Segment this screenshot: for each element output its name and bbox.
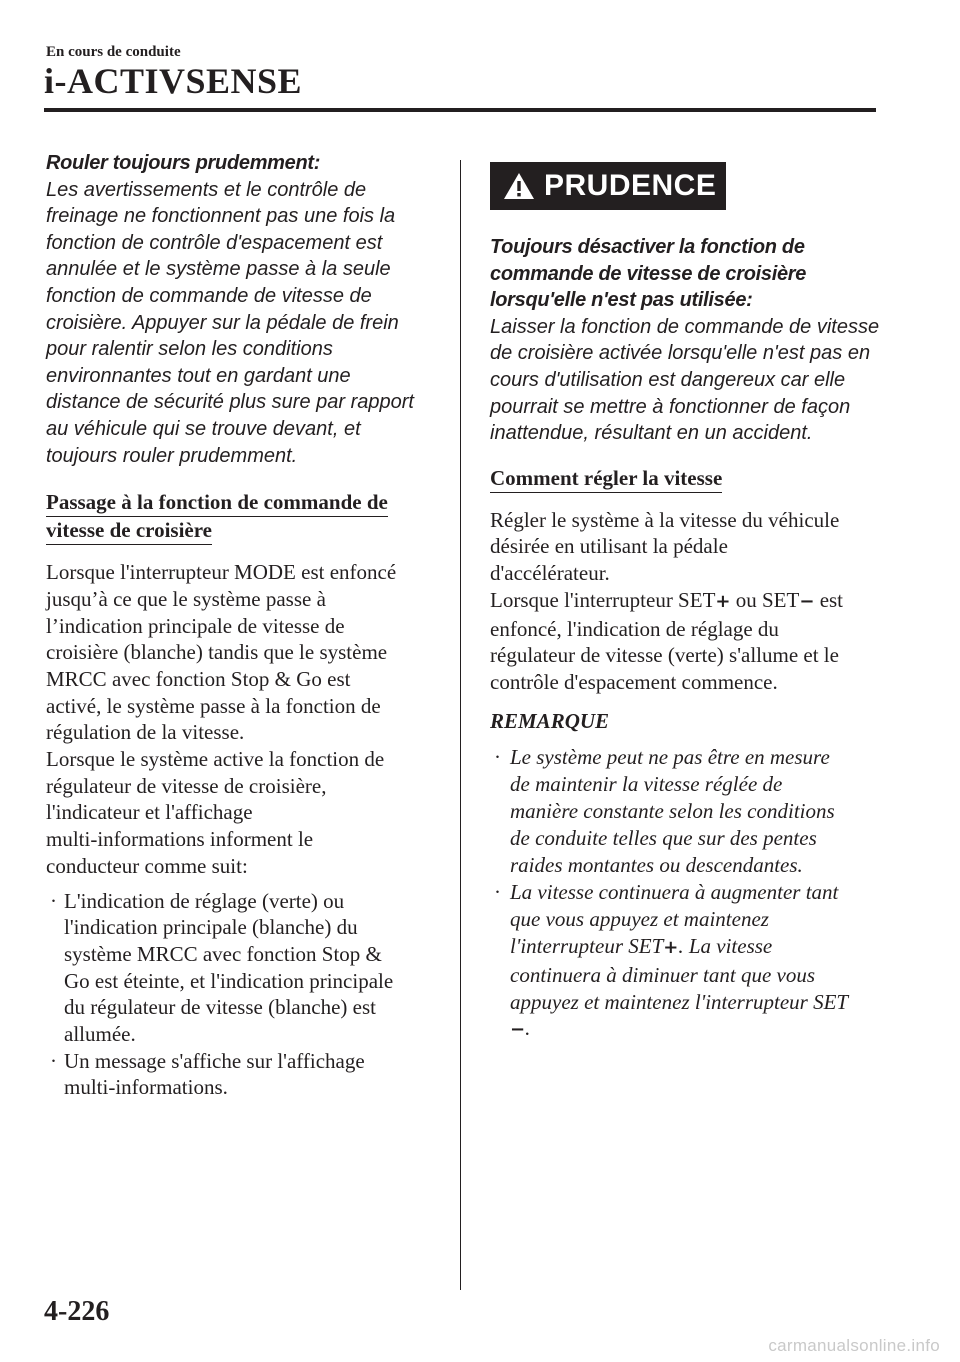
header-rule [44,108,876,112]
note-list [490,744,880,1044]
subheading-passage: Passage à la fonction de commande de vitesse de croisière [46,489,426,545]
speed-body-text: Régler le système à la vitesse du véhicule désirée en utilisant la pédale d'accélérateur. Lorsque l'interrupteur SET+ ou SET− est enfoncé, l'indication de réglage du régulateur de vitesse (verte) s'allume et le contrôle d'espacement commence. [490,507,880,696]
plus-icon: + [663,936,679,958]
minus-icon: − [510,1019,526,1041]
watermark: carmanualsonline.info [768,1336,940,1355]
caution-label: PRUDENCE [544,169,717,202]
caution-text: Laisser la fonction de commande de vitesse de croisière activée lorsqu'elle n'est pas en cours d'utilisation est dangereux car elle pourrait se mettre à fonctionner de façon inattendue, résultant en un accident. [490,315,880,445]
note-title: REMARQUE [490,708,610,733]
body-text: Lorsque l'interrupteur MODE est enfoncé jusqu’à ce que le système passe à l’indication principale de vitesse de croisière (blanche) tandis que le système MRCC avec fonction Stop & Go est activé, le système passe à la fonction de régulation de la vitesse. Lorsque le système active la fonction de régulateur de vitesse de croisière, l'indicateur et l'affichage multi-informations informent le conducteur comme suit: [46,560,397,878]
list-item: · Le système peut ne pas être en mesure de maintenir la vitesse réglée de manière constante selon les conditions de conduite telles que sur des pentes raides montantes ou descendantes. [494,745,835,877]
list-item: · La vitesse continuera à augmenter tant que vous appuyez et maintenez l'interrupteur SET+. La vitesse continuera à diminuer tant que vous appuyez et maintenez l'interrupteur SET −. [494,879,849,1041]
warning-triangle-icon [502,171,536,201]
right-column [490,162,880,1044]
warning-text: Les avertissements et le contrôle de freinage ne fonctionnent pas une fois la fonction de contrôle d'espacement est annulée et le système passe à la seule fonction de commande de vitesse de croisière. Appuyer sur la pédale de frein pour ralentir selon les conditions environnantes tout en gardant une distance de sécurité plus sure par rapport au véhicule qui se trouve devant, et toujours rouler prudemment. [46,178,414,467]
plus-icon: + [715,590,731,612]
column-divider [460,160,461,1290]
running-head: En cours de conduite [46,44,181,60]
list-item: · Un message s'affiche sur l'affichage multi-informations. [50,1048,365,1100]
list-item: · L'indication de réglage (verte) ou l'indication principale (blanche) du système MRCC avec fonction Stop & Go est éteinte, et l'indication principale du régulateur de vitesse (blanche) est allumée. [50,888,394,1047]
caution-title: Toujours désactiver la fonction de commande de vitesse de croisière lorsqu'elle n'est pas utilisée: [490,236,807,312]
minus-icon: − [799,590,815,612]
warning-title: Rouler toujours prudemment: [46,152,321,174]
subheading-speed: Comment régler la vitesse [490,465,880,493]
set-line: Lorsque l'interrupteur SET+ ou SET− est [490,587,844,612]
left-column [46,150,426,1101]
caution-banner [490,162,726,210]
page-number: 4-226 [44,1296,110,1327]
bullet-list [46,888,426,1102]
section-title: i-ACTIVSENSE [44,61,303,101]
